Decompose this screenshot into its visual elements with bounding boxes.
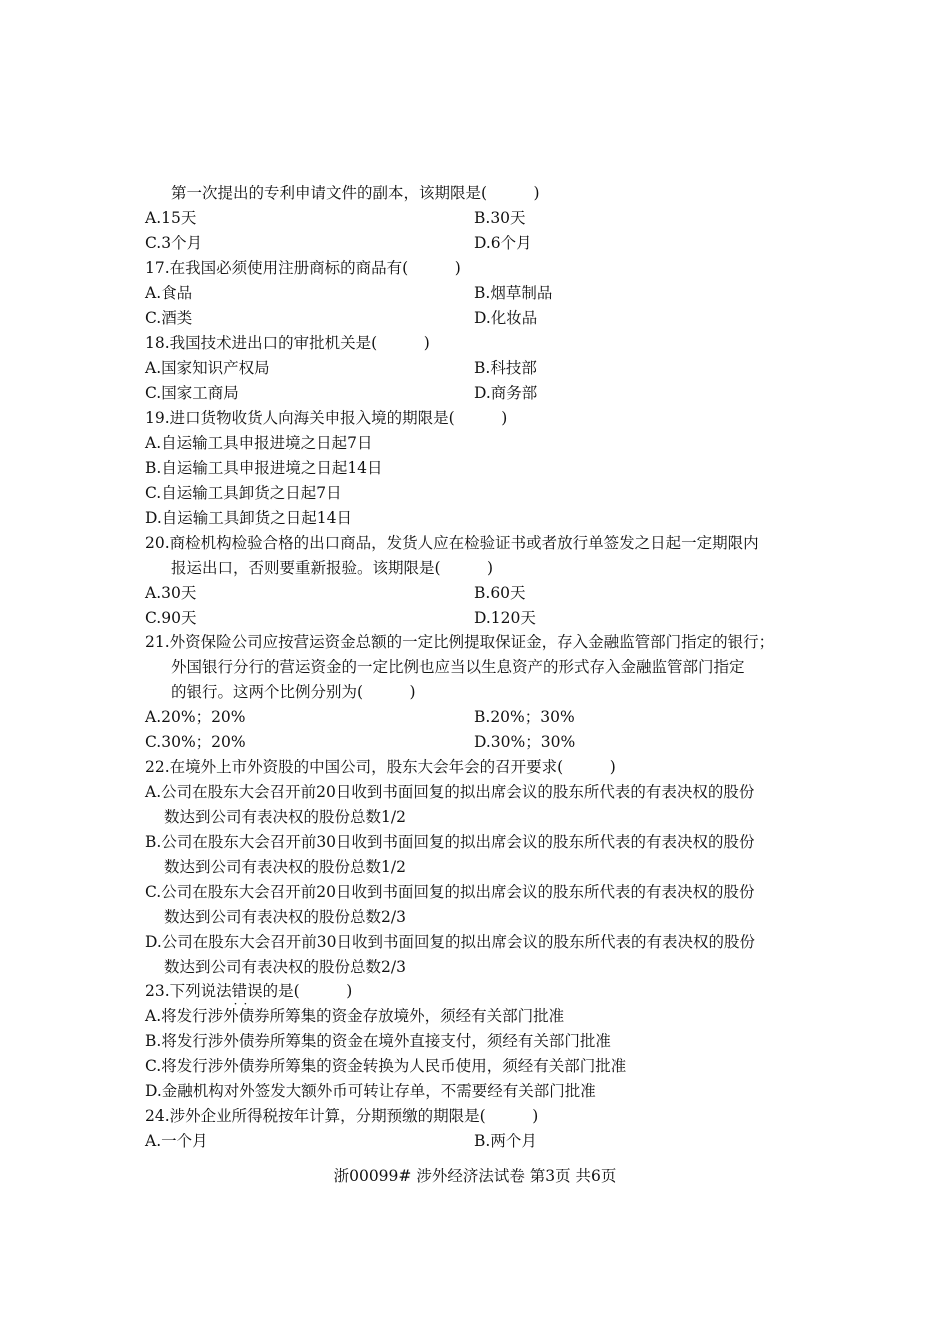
q16-continuation: 第一次提出的专利申请文件的副本，该期限是( ) — [171, 184, 540, 202]
q17-option-a: A.食品 — [145, 284, 193, 302]
q22-option-a-line1: A.公司在股东大会召开前20日收到书面回复的拟出席会议的股东所代表的有表决权的股份 — [145, 783, 755, 801]
q23-emphasis-word: 错误 ·· — [232, 982, 263, 1000]
q17-option-b: B.烟草制品 — [474, 284, 553, 302]
q21-stem-line3: 的银行。这两个比例分别为( ) — [171, 683, 416, 701]
q21-option-c: C.30%；20% — [145, 733, 246, 751]
q21-option-b: B.20%；30% — [474, 708, 575, 726]
q24-option-a: A.一个月 — [145, 1132, 208, 1150]
q22-option-c-line2: 数达到公司有表决权的股份总数2/3 — [164, 908, 406, 926]
q22-option-b-line2: 数达到公司有表决权的股份总数1/2 — [164, 858, 406, 876]
q17-option-d: D.化妆品 — [474, 309, 538, 327]
q16-option-d: D.6个月 — [474, 234, 532, 252]
q19-option-c: C.自运输工具卸货之日起7日 — [145, 484, 342, 502]
q21-option-a: A.20%；20% — [145, 708, 246, 726]
q22-stem: 22.在境外上市外资股的中国公司，股东大会年会的召开要求( ) — [145, 758, 616, 776]
q20-stem-line2: 报运出口，否则要重新报验。该期限是( ) — [171, 559, 494, 577]
q18-option-b: B.科技部 — [474, 359, 537, 377]
q24-option-b: B.两个月 — [474, 1132, 537, 1150]
q16-option-c: C.3个月 — [145, 234, 203, 252]
q20-option-b: B.60天 — [474, 584, 526, 602]
q21-stem-line1: 21.外资保险公司应按营运资金总额的一定比例提取保证金，存入金融监管部门指定的银行； — [145, 633, 775, 651]
q19-option-b: B.自运输工具申报进境之日起14日 — [145, 459, 383, 477]
q22-option-b-line1: B.公司在股东大会召开前30日收到书面回复的拟出席会议的股东所代表的有表决权的股份 — [145, 833, 755, 851]
q20-option-a: A.30天 — [145, 584, 197, 602]
q20-stem-line1: 20.商检机构检验合格的出口商品，发货人应在检验证书或者放行单签发之日起一定期限内 — [145, 534, 759, 552]
q18-option-a: A.国家知识产权局 — [145, 359, 270, 377]
q19-stem: 19.进口货物收货人向海关申报入境的期限是( ) — [145, 409, 508, 427]
q21-option-d: D.30%；30% — [474, 733, 576, 751]
q20-option-c: C.90天 — [145, 609, 197, 627]
q18-option-d: D.商务部 — [474, 384, 538, 402]
q23-option-c: C.将发行涉外债券所筹集的资金转换为人民币使用，须经有关部门批准 — [145, 1057, 627, 1075]
q24-stem: 24.涉外企业所得税按年计算，分期预缴的期限是( ) — [145, 1107, 539, 1125]
page-footer: 浙00099# 涉外经济法试卷 第3页 共6页 — [333, 1167, 617, 1185]
q19-option-d: D.自运输工具卸货之日起14日 — [145, 509, 353, 527]
q20-option-d: D.120天 — [474, 609, 536, 627]
q22-option-c-line1: C.公司在股东大会召开前20日收到书面回复的拟出席会议的股东所代表的有表决权的股份 — [145, 883, 755, 901]
q17-stem: 17.在我国必须使用注册商标的商品有( ) — [145, 259, 461, 277]
q18-stem: 18.我国技术进出口的审批机关是( ) — [145, 334, 430, 352]
q23-option-a: A.将发行涉外债券所筹集的资金存放境外，须经有关部门批准 — [145, 1007, 565, 1025]
q23-option-d: D.金融机构对外签发大额外币可转让存单，不需要经有关部门批准 — [145, 1082, 596, 1100]
q22-option-a-line2: 数达到公司有表决权的股份总数1/2 — [164, 808, 406, 826]
q22-option-d-line1: D.公司在股东大会召开前30日收到书面回复的拟出席会议的股东所代表的有表决权的股份 — [145, 933, 756, 951]
q23-stem — [145, 981, 352, 1001]
q23-option-b: B.将发行涉外债券所筹集的资金在境外直接支付，须经有关部门批准 — [145, 1032, 611, 1050]
q17-option-c: C.酒类 — [145, 309, 193, 327]
q21-stem-line2: 外国银行分行的营运资金的一定比例也应当以生息资产的形式存入金融监管部门指定 — [171, 658, 745, 676]
q16-option-a: A.15天 — [145, 209, 197, 227]
q23-stem-prefix: 23.下列说法 — [145, 982, 232, 1000]
q19-option-a: A.自运输工具申报进境之日起7日 — [145, 434, 373, 452]
q18-option-c: C.国家工商局 — [145, 384, 239, 402]
q16-option-b: B.30天 — [474, 209, 526, 227]
q23-stem-suffix: 的是( ) — [262, 982, 353, 1000]
q22-option-d-line2: 数达到公司有表决权的股份总数2/3 — [164, 958, 406, 976]
